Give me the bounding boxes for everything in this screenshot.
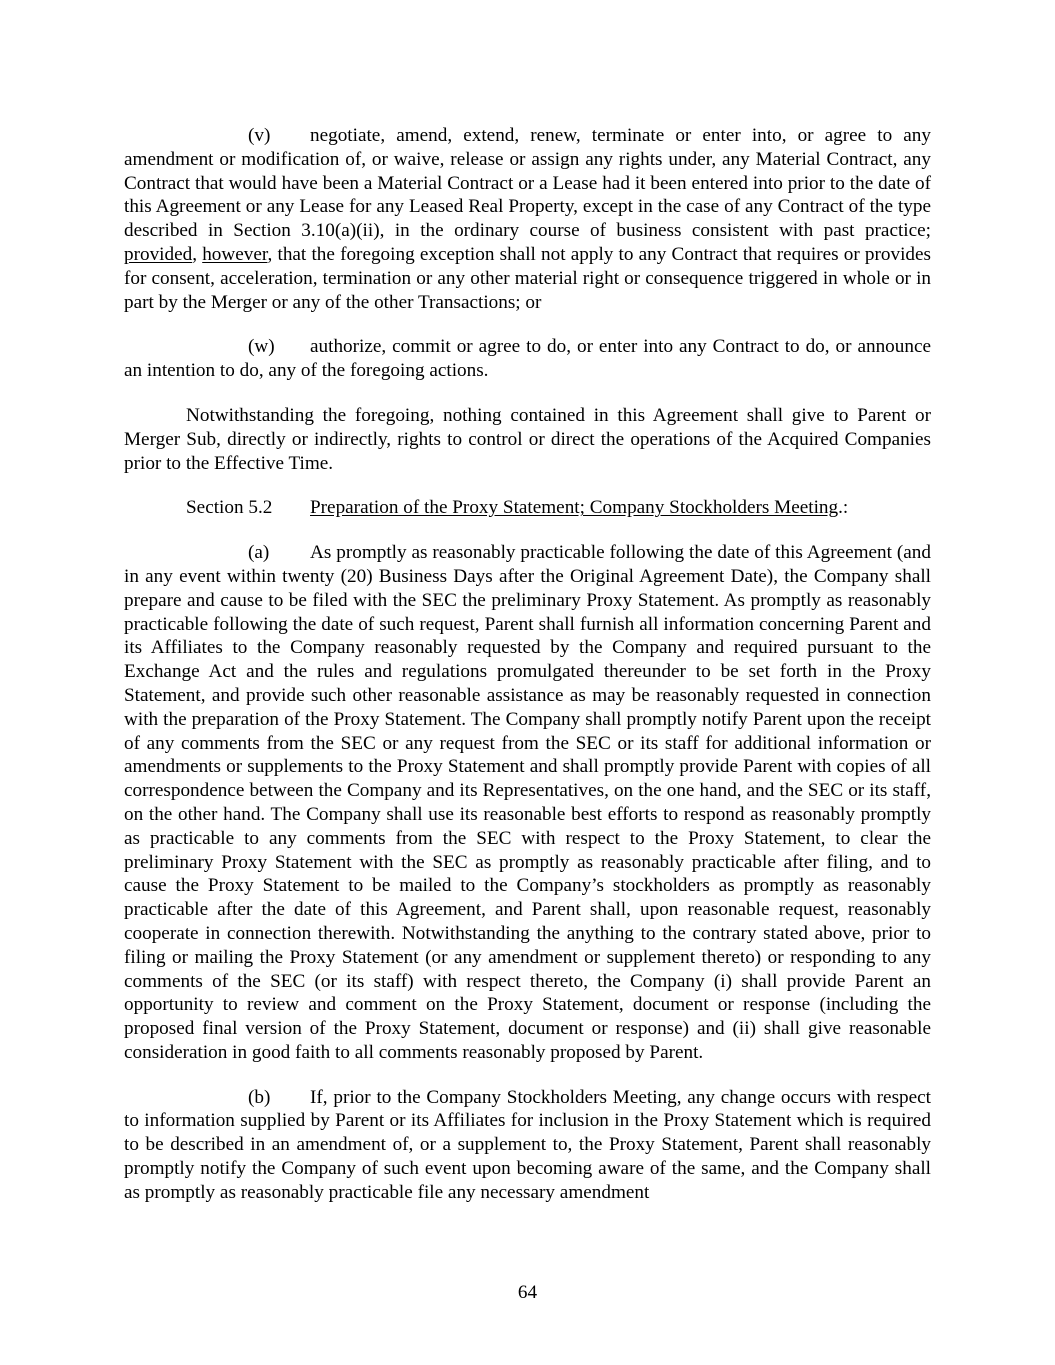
- clause-v: [124, 124, 931, 314]
- notwithstanding-paragraph: [124, 404, 931, 475]
- section-title-suffix: .:: [838, 497, 849, 519]
- clause-w-label: (w): [248, 336, 275, 358]
- notwithstanding-text: Notwithstanding the foregoing, nothing contained in this Agreement shall give to Parent or Merger Sub, directly or indirectly, rights to control or direct the operations of the Acquired Companies prior to the Effective Time.: [124, 404, 931, 474]
- clause-a-text: As promptly as reasonably practicable following the date of this Agreement (and in any event within twenty (20) Business Days after the Original Agreement Date), the Company shall prepare and cause to be filed with the SEC the preliminary Proxy Statement. As promptly as reasonably practicable following the date of such request, Parent shall furnish all information concerning Parent and its Affiliates to the Company reasonably requested by the Company and required pursuant to the Exchange Act and the rules and regulations promulgated thereunder to be set forth in the Proxy Statement, and provide such other reasonable assistance as may be reasonably requested in connection with the preparation of the Proxy Statement. The Company shall promptly notify Parent upon the receipt of any comments from the SEC or any request from the SEC or its staff for additional information or amendments or supplements to the Proxy Statement and shall promptly provide Parent with copies of all correspondence between the Company and its Representatives, on the one hand, and the SEC or its staff, on the other hand. The Company shall use its reasonable best efforts to respond as reasonably promptly as practicable to any comments from the SEC with respect to the Proxy Statement, to clear the preliminary Proxy Statement with the SEC as promptly as reasonably practicable after filing, and to cause the Proxy Statement to be mailed to the Company’s stockholders as promptly as reasonably practicable after the date of this Agreement, and Parent shall, upon reasonable request, reasonably cooperate in connection therewith. Notwithstanding the anything to the contrary stated above, prior to filing or mailing the Proxy Statement (or any amendment or supplement thereto) or responding to any comments of the SEC (or its staff) with respect thereto, the Company (i) shall provide Parent an opportunity to review and comment on the Proxy Statement, document or response (including the proposed final version of the Proxy Statement, document or response) and (ii) shall give reasonable consideration in good faith to all comments reasonably proposed by Parent.: [124, 542, 931, 1063]
- document-page: [124, 124, 931, 1226]
- clause-b-text: If, prior to the Company Stockholders Meeting, any change occurs with respect to information supplied by Parent or its Affiliates for inclusion in the Proxy Statement which is required to be described in an amendment of, or a supplement to, the Proxy Statement, Parent shall reasonably promptly notify the Company of such event upon becoming aware of the same, and the Company shall as promptly as reasonably practicable file any necessary amendment: [124, 1086, 931, 1203]
- provided-term: provided: [124, 243, 193, 265]
- page-number: 64: [517, 1282, 538, 1303]
- however-term: however: [202, 243, 268, 265]
- clause-v-text-2: , that the foregoing exception shall not apply to any Contract that requires or provides for consent, acceleration, termination or any other material right or consequence triggered in whole or in part by the Merger or any of the other Transactions; or: [124, 243, 932, 313]
- clause-w: [124, 335, 931, 383]
- clause-b-label: (b): [248, 1086, 271, 1108]
- clause-a-label: (a): [248, 542, 270, 564]
- clause-b: [124, 1086, 931, 1205]
- clause-v-comma: ,: [192, 243, 203, 265]
- clause-v-text-1: negotiate, amend, extend, renew, terminate or enter into, or agree to any amendment or modification of, or waive, release or assign any rights under, any Material Contract, any Contract that would have been a Material Contract or a Lease had it been entered into prior to the date of this Agreement or any Lease for any Leased Real Property, except in the case of any Contract of the type described in Section 3.10(a)(ii), in the ordinary course of business consistent with past practice;: [124, 125, 931, 242]
- section-number: Section 5.2: [186, 497, 273, 519]
- section-heading: [124, 496, 931, 520]
- clause-w-text: authorize, commit or agree to do, or enter into any Contract to do, or announce an intention to do, any of the foregoing actions.: [124, 336, 931, 382]
- clause-a: [124, 541, 931, 1065]
- clause-v-label: (v): [248, 125, 271, 146]
- section-title: Preparation of the Proxy Statement; Company Stockholders Meeting: [310, 497, 839, 519]
